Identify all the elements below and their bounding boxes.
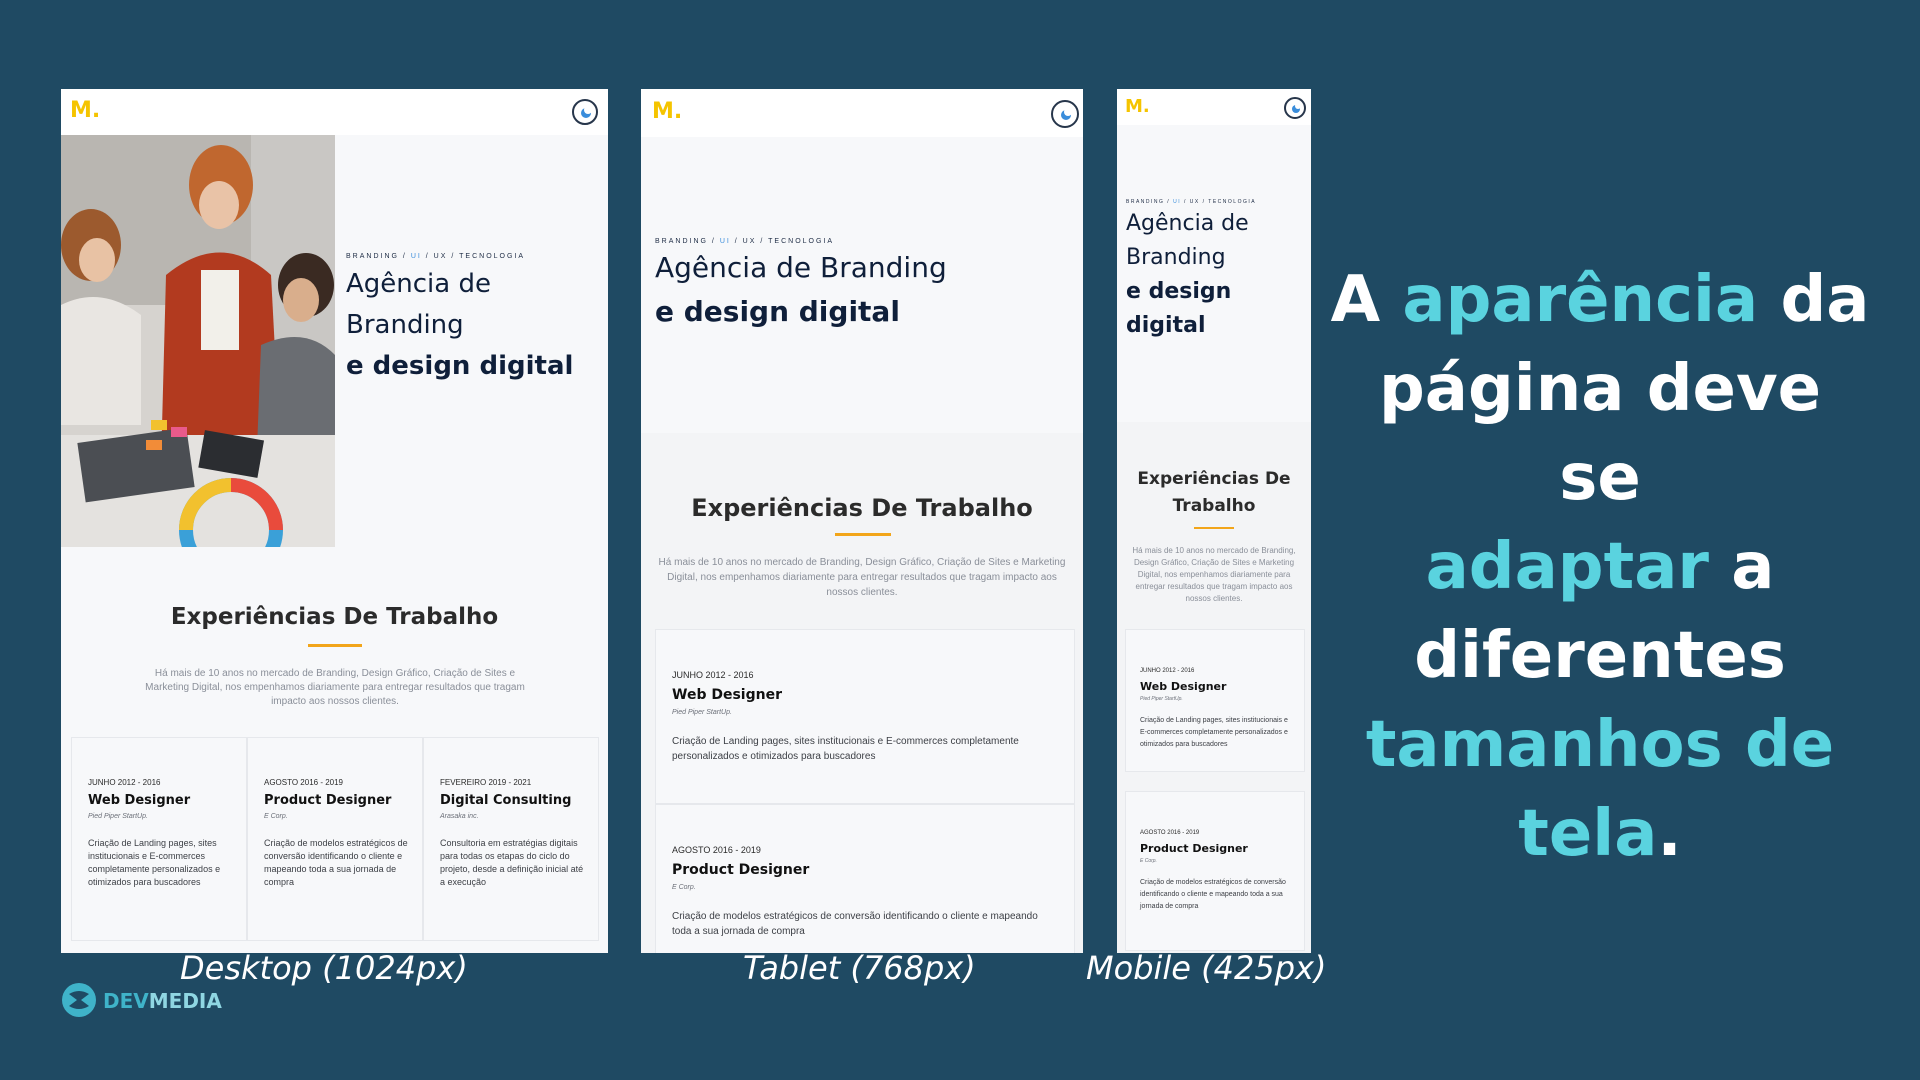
tablet-preview xyxy=(641,89,1083,953)
hero-title: Agência de Branding e design digital xyxy=(655,251,947,328)
hero-title: Agência de Branding e design digital xyxy=(346,269,574,381)
caption-tablet: Tablet (768px) xyxy=(743,949,976,987)
desktop-preview xyxy=(61,89,608,953)
caption-mobile: Mobile (425px) xyxy=(1086,949,1327,987)
job-card: JUNHO 2012 - 2016 Web Designer Pied Piper StartUp. Criação de Landing pages, sites institucionais e E-commerces completamente personalizados e otimizados para buscadores xyxy=(1125,629,1305,772)
title-underline xyxy=(308,644,362,647)
theme-toggle-button[interactable] xyxy=(1051,100,1079,128)
section-title: Experiências De Trabalho xyxy=(170,604,499,630)
logo[interactable]: M. xyxy=(1125,96,1150,117)
theme-toggle-button[interactable] xyxy=(572,99,598,125)
hero-title: Agência de Branding e design digital xyxy=(1126,211,1249,338)
headline: A aparência da página deve se adaptar a diferentes tamanhos de tela. xyxy=(1330,263,1870,871)
mobile-preview xyxy=(1117,89,1311,953)
tagline: BRANDING / UI / UX / TECNOLOGIA xyxy=(655,238,835,245)
logo[interactable]: M. xyxy=(70,98,101,123)
theme-toggle-button[interactable] xyxy=(1284,97,1306,119)
job-card: JUNHO 2012 - 2016 Web Designer Pied Piper StartUp. Criação de Landing pages, sites institucionais e E-commerces completamente personalizados e otimizados para buscadores xyxy=(71,737,247,941)
section-description: Há mais de 10 anos no mercado de Branding, Design Gráfico, Criação de Sites e Marketing Digital, nos empenhamos diariamente para entregar resultados que tragam impacto aos nossos clientes. xyxy=(658,557,1066,598)
tagline: BRANDING / UI / UX / TECNOLOGIA xyxy=(1126,199,1257,205)
job-card: FEVEREIRO 2019 - 2021 Digital Consulting Arasaka inc. Consultoria em estratégias digitais para todas os etapas do ciclo do projeto, desde a definição inicial até a execução xyxy=(423,737,599,941)
section-description: Há mais de 10 anos no mercado de Branding, Design Gráfico, Criação de Sites e Marketing Digital, nos empenhamos diariamente para entregar resultados que tragam impacto aos nossos clientes. xyxy=(1132,546,1296,603)
hero-image xyxy=(61,135,335,547)
job-card: AGOSTO 2016 - 2019 Product Designer E Corp. Criação de modelos estratégicos de conversão identificando o cliente e mapeando toda a sua jornada de compra xyxy=(1125,791,1305,951)
section-description: Há mais de 10 anos no mercado de Branding, Design Gráfico, Criação de Sites e Marketing Digital, nos empenhamos diariamente para entregar resultados que tragam impacto aos nossos clientes. xyxy=(145,668,525,707)
mobile-header xyxy=(1117,89,1311,125)
caption-desktop: Desktop (1024px) xyxy=(180,949,468,987)
tablet-header xyxy=(641,89,1083,137)
job-card: JUNHO 2012 - 2016 Web Designer Pied Piper StartUp. Criação de Landing pages, sites institucionais e E-commerces completamente personalizados e otimizados para buscadores xyxy=(655,629,1075,804)
title-underline xyxy=(1194,527,1234,529)
title-underline xyxy=(835,533,891,536)
devmedia-wordmark: DEVMEDIA xyxy=(103,989,222,1013)
job-card: AGOSTO 2016 - 2019 Product Designer E Corp. Criação de modelos estratégicos de conversão identificando o cliente e mapeando toda a sua jornada de compra xyxy=(247,737,423,941)
section-title: Experiências De Trabalho xyxy=(1137,469,1291,516)
tagline: BRANDING / UI / UX / TECNOLOGIA xyxy=(346,253,526,260)
section-title: Experiências De Trabalho xyxy=(691,494,1033,522)
logo[interactable]: M. xyxy=(652,99,683,124)
devmedia-mark-icon xyxy=(61,982,97,1018)
job-card: AGOSTO 2016 - 2019 Product Designer E Corp. Criação de modelos estratégicos de conversão identificando o cliente e mapeando toda a sua jornada de compra xyxy=(655,804,1075,953)
desktop-header xyxy=(61,89,608,135)
